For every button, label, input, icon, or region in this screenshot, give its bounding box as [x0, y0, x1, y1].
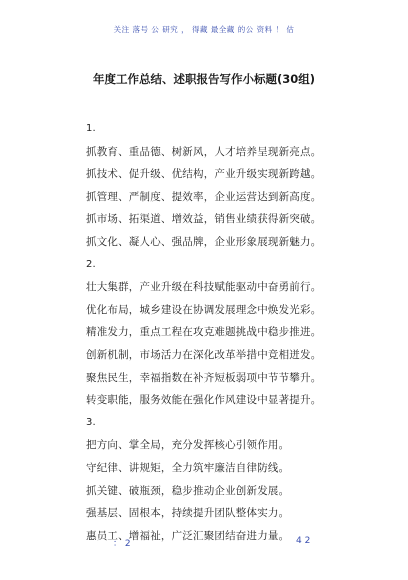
- body-line: 抓文化、凝人心、强品牌，企业形象展现新魅力。: [86, 235, 322, 248]
- body-line: 抓关键、破瓶颈，稳步推动企业创新发展。: [86, 484, 290, 497]
- body-line: 转变职能，服务效能在强化作风建设中显著提升。: [86, 394, 322, 407]
- section-number: 2.: [86, 258, 96, 270]
- body-line: 聚焦民生，幸福指数在补齐短板弱项中节节攀升。: [86, 371, 322, 384]
- document-title: 年度工作总结、述职报告写作小标题(30组): [92, 72, 315, 86]
- body-line: 把方向、掌全局，充分发挥核心引领作用。: [86, 439, 290, 452]
- section-number: 3.: [86, 416, 96, 428]
- body-line: 抓技术、促升级、优结构，产业升级实现新跨越。: [86, 168, 322, 181]
- body-line: 守纪律、讲规矩，全力筑牢廉洁自律防线。: [86, 461, 290, 474]
- body-line: 抓教育、重品德、树新风，人才培养呈现新亮点。: [86, 145, 322, 158]
- footer-right-text: 4 2: [296, 536, 311, 546]
- body-line: 创新机制，市场活力在深化改革举措中竞相迸发。: [86, 348, 322, 361]
- body-line: 惠员工、增福祉，广泛汇聚团结奋进力量。: [86, 529, 290, 542]
- body-line: 优化布局，城乡建设在协调发展理念中焕发光彩。: [86, 303, 322, 316]
- section-number: 1.: [86, 123, 96, 134]
- body-line: 壮大集群，产业升级在科技赋能驱动中奋勇前行。: [86, 281, 322, 294]
- body-line: 强基层、固根本，持续提升团队整体实力。: [86, 507, 290, 520]
- body-line: 抓市场、拓渠道、增效益，销售业绩获得新突破。: [86, 213, 322, 226]
- footer-left-text: ： 2: [113, 539, 131, 549]
- header-watermark-text: 关注 落号 公 研究 ， 得藏 最全藏 的公 资料 ！ 估: [113, 25, 295, 34]
- body-line: 精准发力，重点工程在攻克难题挑战中稳步推进。: [86, 326, 322, 339]
- document-body: [86, 118, 386, 547]
- body-line: 抓管理、严制度、提效率，企业运营达到新高度。: [86, 190, 322, 203]
